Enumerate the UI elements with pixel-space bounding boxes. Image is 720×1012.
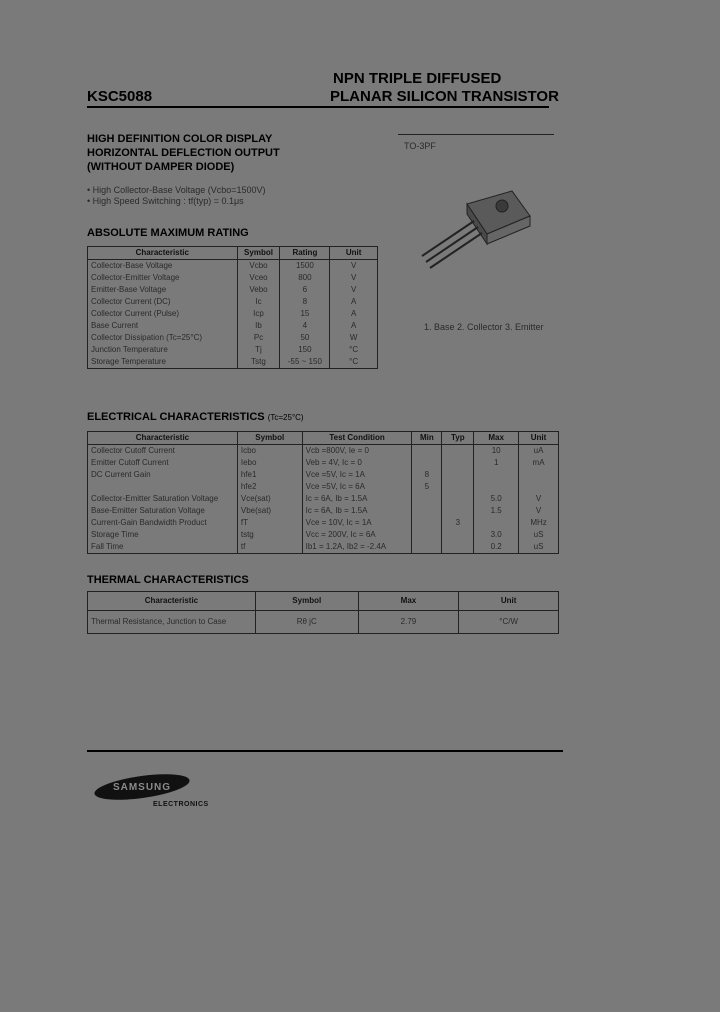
table-cell: Vcbo: [237, 260, 280, 273]
table-header-row: [88, 592, 559, 611]
abs-max-table: [87, 246, 378, 369]
table-cell: 3.0: [474, 529, 519, 541]
application-line1: HIGH DEFINITION COLOR DISPLAY: [87, 133, 273, 145]
table-cell: hfe1: [237, 469, 302, 481]
table-cell: V: [330, 272, 378, 284]
column-header: Symbol: [237, 432, 302, 445]
column-header: Max: [474, 432, 519, 445]
table-cell: 2.79: [358, 611, 459, 634]
table-row: [88, 529, 559, 541]
table-cell: Rθ jC: [255, 611, 358, 634]
table-cell: fT: [237, 517, 302, 529]
electrical-title-text: ELECTRICAL CHARACTERISTICS: [87, 411, 265, 423]
table-cell: -55 ~ 150: [280, 356, 330, 369]
table-cell: Iebo: [237, 457, 302, 469]
table-row: [88, 493, 559, 505]
table-row: [88, 308, 378, 320]
title-line2: PLANAR SILICON TRANSISTOR: [330, 88, 559, 105]
table-row: [88, 541, 559, 554]
table-cell: Vce = 10V, Ic = 1A: [302, 517, 412, 529]
table-cell: Vce =5V, Ic = 1A: [302, 469, 412, 481]
table-cell: 8: [412, 469, 442, 481]
footer-rule: [87, 750, 563, 752]
table-row: [88, 296, 378, 308]
table-row: [88, 457, 559, 469]
table-cell: [412, 457, 442, 469]
table-cell: Collector Current (DC): [88, 296, 238, 308]
header-rule: [87, 106, 549, 108]
table-cell: [412, 445, 442, 458]
application-line3: (WITHOUT DAMPER DIODE): [87, 161, 235, 173]
table-cell: Vce(sat): [237, 493, 302, 505]
table-cell: 5: [412, 481, 442, 493]
table-cell: V: [330, 260, 378, 273]
table-cell: 15: [280, 308, 330, 320]
table-cell: [519, 481, 559, 493]
table-cell: [474, 481, 519, 493]
table-row: [88, 284, 378, 296]
table-row: [88, 272, 378, 284]
table-cell: Base-Emitter Saturation Voltage: [88, 505, 238, 517]
table-row: [88, 445, 559, 458]
column-header: Characteristic: [88, 247, 238, 260]
column-header: Symbol: [255, 592, 358, 611]
table-cell: 800: [280, 272, 330, 284]
electrical-table: [87, 431, 559, 554]
table-cell: DC Current Gain: [88, 469, 238, 481]
table-cell: 6: [280, 284, 330, 296]
table-cell: V: [330, 284, 378, 296]
thermal-table: [87, 591, 559, 634]
table-cell: Veb = 4V, Ic = 0: [302, 457, 412, 469]
table-cell: Pc: [237, 332, 280, 344]
table-cell: Ib1 = 1.2A, Ib2 = -2.4A: [302, 541, 412, 554]
table-cell: 5.0: [474, 493, 519, 505]
column-header: Test Condition: [302, 432, 412, 445]
table-cell: Vceo: [237, 272, 280, 284]
table-cell: V: [519, 505, 559, 517]
part-number: KSC5088: [87, 88, 153, 105]
table-cell: Collector Current (Pulse): [88, 308, 238, 320]
transistor-package-icon: [412, 186, 537, 271]
feature-item: • High Speed Switching : tf(typ) = 0.1μs: [87, 196, 244, 206]
table-row: [88, 505, 559, 517]
samsung-logo-icon: [92, 772, 192, 802]
table-cell: A: [330, 296, 378, 308]
table-cell: A: [330, 308, 378, 320]
table-cell: Vcb =800V, Ie = 0: [302, 445, 412, 458]
table-cell: Collector-Base Voltage: [88, 260, 238, 273]
feature-item: • High Collector-Base Voltage (Vcbo=1500V): [87, 185, 266, 195]
table-row: [88, 469, 559, 481]
table-header-row: [88, 247, 378, 260]
table-cell: °C: [330, 356, 378, 369]
table-cell: [412, 517, 442, 529]
table-cell: Emitter Cutoff Current: [88, 457, 238, 469]
column-header: Typ: [442, 432, 474, 445]
table-cell: Collector-Emitter Voltage: [88, 272, 238, 284]
table-header-row: [88, 432, 559, 445]
table-cell: Ic: [237, 296, 280, 308]
feature-list: [87, 185, 266, 207]
table-cell: Current-Gain Bandwidth Product: [88, 517, 238, 529]
table-cell: Storage Temperature: [88, 356, 238, 369]
table-cell: [412, 493, 442, 505]
table-cell: °C/W: [459, 611, 559, 634]
table-cell: 50: [280, 332, 330, 344]
table-cell: 10: [474, 445, 519, 458]
table-cell: Collector Dissipation (Tc=25°C): [88, 332, 238, 344]
electrical-condition: (Tc=25°C): [267, 413, 304, 422]
table-cell: W: [330, 332, 378, 344]
column-header: Unit: [519, 432, 559, 445]
table-cell: Collector Cutoff Current: [88, 445, 238, 458]
table-row: [88, 481, 559, 493]
logo-subtitle: ELECTRONICS: [153, 801, 209, 808]
table-row: [88, 344, 378, 356]
table-cell: hfe2: [237, 481, 302, 493]
thermal-title: THERMAL CHARACTERISTICS: [87, 574, 249, 586]
table-cell: 1500: [280, 260, 330, 273]
table-cell: V: [519, 493, 559, 505]
table-cell: [88, 481, 238, 493]
table-cell: 1.5: [474, 505, 519, 517]
table-cell: Vbe(sat): [237, 505, 302, 517]
column-header: Symbol: [237, 247, 280, 260]
table-cell: 150: [280, 344, 330, 356]
table-cell: [442, 445, 474, 458]
table-cell: 1: [474, 457, 519, 469]
table-cell: Vebo: [237, 284, 280, 296]
table-cell: 0.2: [474, 541, 519, 554]
table-cell: tf: [237, 541, 302, 554]
column-header: Max: [358, 592, 459, 611]
table-row: [88, 611, 559, 634]
logo-brand: SAMSUNG: [112, 782, 172, 793]
table-cell: [442, 457, 474, 469]
table-cell: [412, 529, 442, 541]
column-header: Unit: [330, 247, 378, 260]
table-cell: Storage Time: [88, 529, 238, 541]
table-cell: 8: [280, 296, 330, 308]
table-cell: Icp: [237, 308, 280, 320]
package-name: TO-3PF: [404, 141, 436, 151]
table-cell: [412, 505, 442, 517]
table-cell: [442, 505, 474, 517]
table-row: [88, 332, 378, 344]
table-cell: Junction Temperature: [88, 344, 238, 356]
table-cell: uS: [519, 541, 559, 554]
table-cell: Fall Time: [88, 541, 238, 554]
table-cell: uS: [519, 529, 559, 541]
table-cell: Collector-Emitter Saturation Voltage: [88, 493, 238, 505]
table-cell: Base Current: [88, 320, 238, 332]
table-row: [88, 260, 378, 273]
table-cell: mA: [519, 457, 559, 469]
table-row: [88, 356, 378, 369]
table-cell: [412, 541, 442, 554]
table-cell: [442, 541, 474, 554]
table-cell: Emitter-Base Voltage: [88, 284, 238, 296]
table-cell: [442, 481, 474, 493]
table-cell: [519, 469, 559, 481]
column-header: Characteristic: [88, 592, 256, 611]
table-cell: MHz: [519, 517, 559, 529]
table-cell: [474, 469, 519, 481]
table-cell: Ib: [237, 320, 280, 332]
column-header: Unit: [459, 592, 559, 611]
application-text: [87, 132, 280, 174]
table-cell: Tstg: [237, 356, 280, 369]
abs-max-title: ABSOLUTE MAXIMUM RATING: [87, 227, 249, 239]
column-header: Characteristic: [88, 432, 238, 445]
electrical-title: [87, 411, 304, 423]
column-header: Rating: [280, 247, 330, 260]
table-cell: Vcc = 200V, Ic = 6A: [302, 529, 412, 541]
table-cell: A: [330, 320, 378, 332]
table-cell: 3: [442, 517, 474, 529]
table-cell: uA: [519, 445, 559, 458]
table-cell: 4: [280, 320, 330, 332]
table-cell: °C: [330, 344, 378, 356]
application-line2: HORIZONTAL DEFLECTION OUTPUT: [87, 147, 280, 159]
table-cell: tstg: [237, 529, 302, 541]
package-rule: [398, 134, 554, 135]
table-cell: [474, 517, 519, 529]
table-cell: [442, 529, 474, 541]
table-cell: Icbo: [237, 445, 302, 458]
pin-description: 1. Base 2. Collector 3. Emitter: [424, 322, 544, 332]
table-row: [88, 517, 559, 529]
column-header: Min: [412, 432, 442, 445]
table-cell: Ic = 6A, Ib = 1.5A: [302, 505, 412, 517]
table-cell: [442, 469, 474, 481]
table-cell: Ic = 6A, Ib = 1.5A: [302, 493, 412, 505]
title-line1: NPN TRIPLE DIFFUSED: [333, 70, 502, 87]
table-cell: Vce =5V, Ic = 6A: [302, 481, 412, 493]
table-cell: Thermal Resistance, Junction to Case: [88, 611, 256, 634]
table-cell: [442, 493, 474, 505]
table-cell: Tj: [237, 344, 280, 356]
table-row: [88, 320, 378, 332]
